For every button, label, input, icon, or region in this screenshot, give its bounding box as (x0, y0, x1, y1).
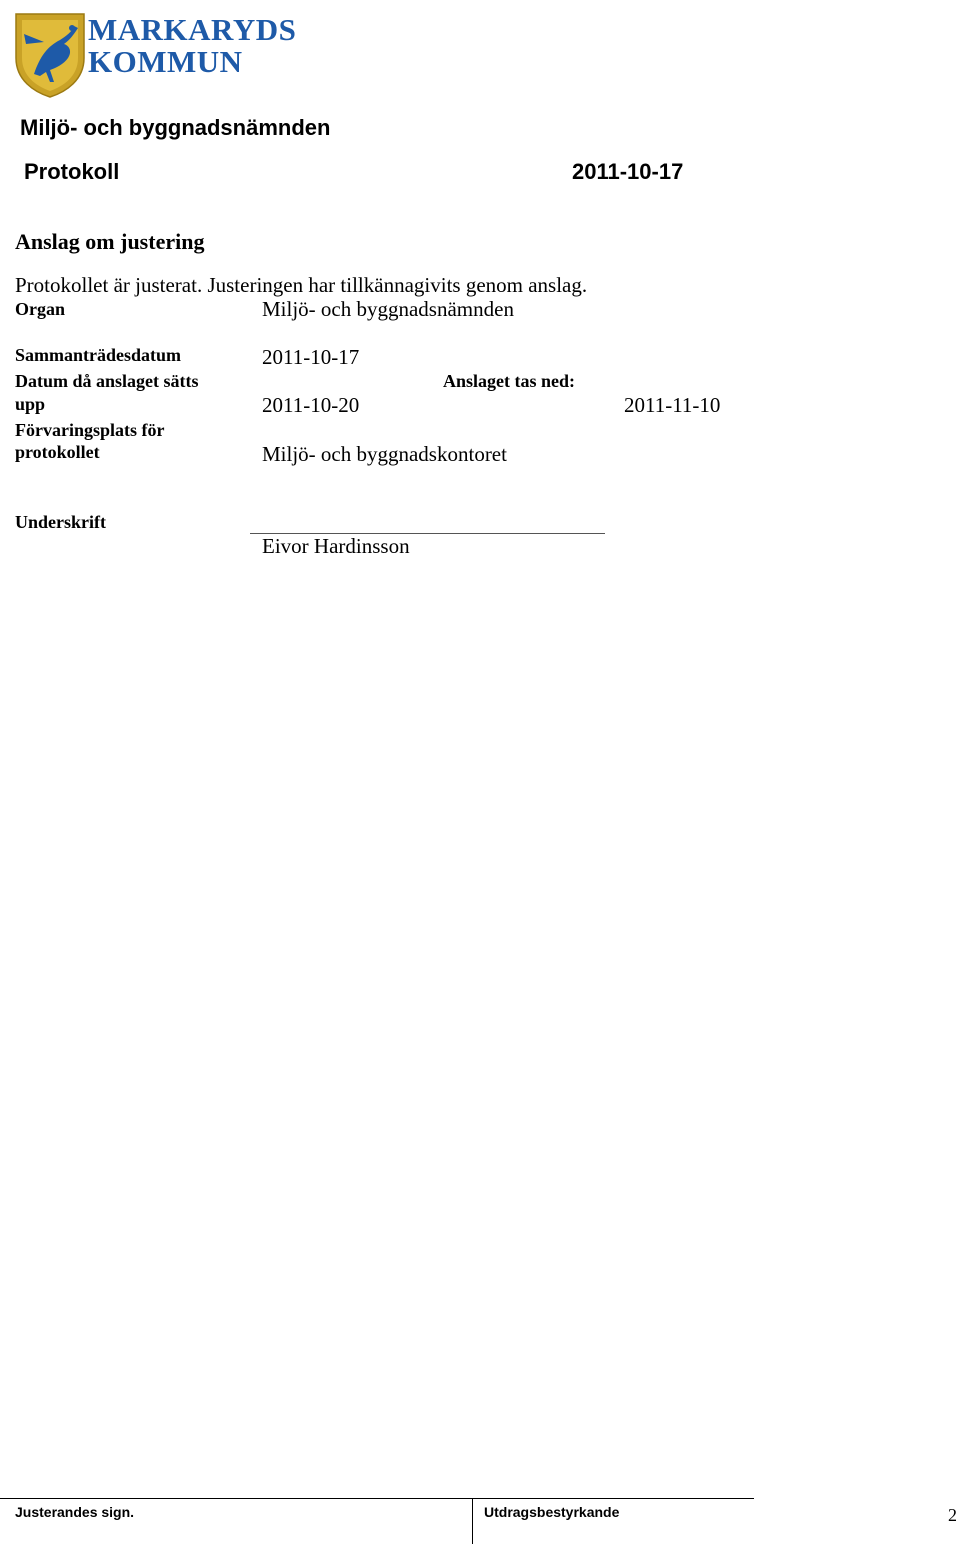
justerandes-sign-label: Justerandes sign. (15, 1504, 135, 1520)
forvaring-label-line1: Förvaringsplats för (15, 420, 165, 440)
organ-label: Organ (15, 299, 66, 319)
utdragsbestyrkande-label: Utdragsbestyrkande (484, 1504, 620, 1520)
datum-label-line2: upp (15, 394, 46, 414)
organization-title: Miljö- och byggnadsnämnden (20, 115, 331, 140)
crane-coat-of-arms-icon (14, 12, 86, 98)
signature-label: Underskrift (15, 512, 106, 532)
municipality-logo (14, 12, 314, 100)
anslag-text: Protokollet är justerat. Justeringen har tillkännagivits genom anslag. (15, 273, 588, 297)
signature-name: Eivor Hardinsson (262, 534, 410, 558)
tas-ned-value: 2011-11-10 (624, 393, 721, 417)
tas-ned-label: Anslaget tas ned: (443, 371, 576, 391)
anslag-heading: Anslag om justering (15, 229, 205, 254)
document-date: 2011-10-17 (572, 159, 684, 184)
sammantradesdatum-label: Sammanträdesdatum (15, 345, 182, 365)
forvaring-value: Miljö- och byggnadskontoret (262, 442, 507, 466)
page-number: 2 (948, 1505, 957, 1525)
sammantradesdatum-value: 2011-10-17 (262, 345, 360, 369)
document-type: Protokoll (24, 159, 120, 184)
organ-value: Miljö- och byggnadsnämnden (262, 297, 514, 321)
footer-divider (0, 1498, 754, 1499)
logo-text-line2: KOMMUN (88, 44, 243, 79)
forvaring-label-line2: protokollet (15, 442, 100, 462)
footer-column-divider (472, 1498, 473, 1544)
datum-label-line1: Datum då anslaget sätts (15, 371, 199, 391)
datum-value: 2011-10-20 (262, 393, 360, 417)
logo-text-line1: MARKARYDS (88, 12, 297, 47)
